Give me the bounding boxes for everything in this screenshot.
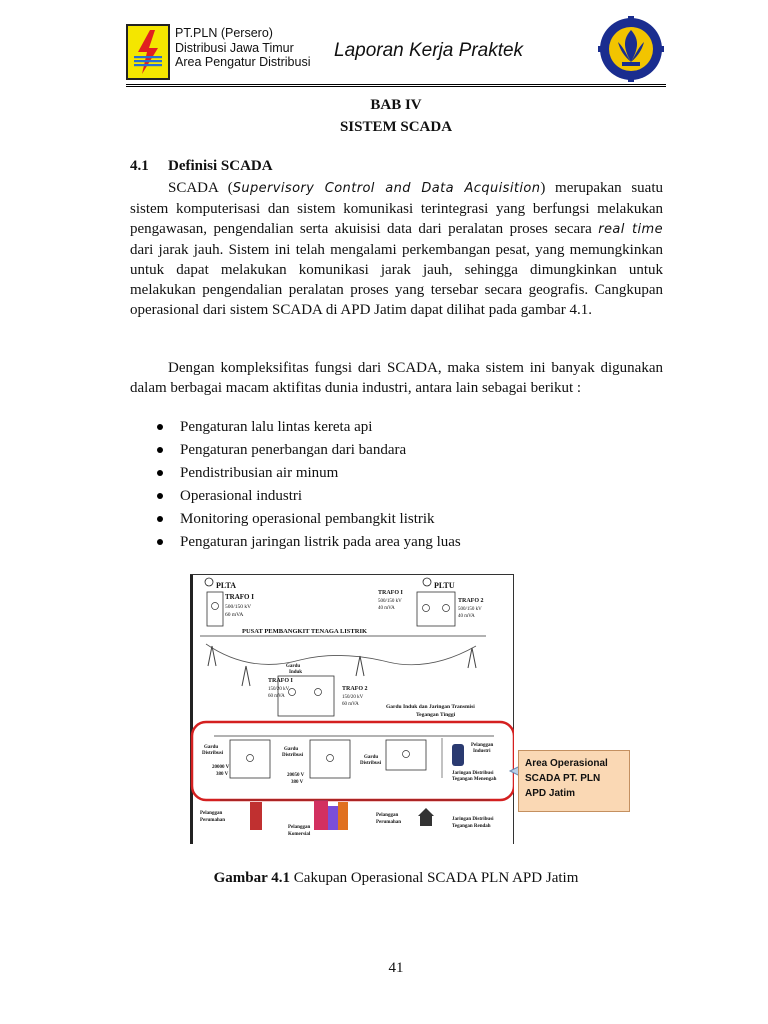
pelanggan-industri-label: Pelanggan — [471, 743, 494, 748]
trafo2-right-label: TRAFO 2 — [458, 598, 484, 604]
pelanggan-komersial-label: Pelanggan — [288, 825, 311, 830]
trafo2-gi-label: TRAFO 2 — [342, 686, 368, 692]
para1-text-c: dari jarak jauh. Sistem ini telah mengalami perkembangan pesat, yang memungkinkan untuk dapat melakukan komunikasi jarak jauh, sehingga dimungkinkan untuk melakukan pengendalian peralatan proses yang tersebar secara geografis. Cangkupan operasional dari sistem SCADA di APD Jatim dapat dilihat pada gambar 4.1. — [130, 242, 663, 318]
house-icon — [250, 802, 262, 830]
scada-term: Supervisory Control and Data Acquisition — [232, 181, 541, 196]
pelanggan-komersial-label-2: Komersial — [288, 832, 311, 837]
callout-line-1: Area Operasional — [525, 758, 608, 769]
gi-transmisi-label: Gardu Induk dan Jaringan Transmisi — [386, 704, 475, 710]
callout-line-2: SCADA PT. PLN — [525, 773, 601, 784]
callout-line-3: APD Jatim — [525, 788, 576, 799]
list-item: Operasional industri — [152, 485, 461, 508]
application-list — [152, 416, 461, 554]
scada-area-callout — [518, 750, 630, 812]
header-rule — [126, 84, 666, 87]
company-line-2: Distribusi Jawa Timur — [175, 40, 294, 55]
para1-text-a: SCADA ( — [168, 180, 233, 196]
company-line-3: Area Pengatur Distribusi — [175, 55, 311, 69]
gardu-induk-label-2: Induk — [289, 670, 303, 675]
list-item: Monitoring operasional pembangkit listrik — [152, 508, 461, 531]
section-title: Definisi SCADA — [168, 158, 273, 174]
jaringan-menengah-label: Jaringan Distribusi — [452, 771, 494, 776]
real-time-term: real time — [598, 222, 663, 237]
pelanggan-perumahan-2-label: Pelanggan — [376, 813, 399, 818]
chapter-title: SISTEM SCADA — [339, 119, 453, 135]
trafo2-right-mva: 40 mVA — [458, 614, 475, 619]
voltage-2-hv: 20050 V — [287, 773, 305, 778]
page-header — [126, 14, 666, 82]
voltage-2-lv: 380 V — [291, 780, 304, 785]
list-item: Pendistribusian air minum — [152, 462, 461, 485]
trafo2-gi-mva: 60 mVA — [342, 702, 359, 707]
gi-transmisi-label-2: Tegangan Tinggi — [416, 712, 456, 718]
jaringan-rendah-label: Jaringan Distribusi — [452, 817, 494, 822]
trafo1-gi-mva: 60 mVA — [268, 694, 285, 699]
trafo1-right-label: TRAFO I — [378, 590, 403, 596]
gardu-dist-3-label: Gardu — [364, 755, 379, 760]
list-item: Pengaturan penerbangan dari bandara — [152, 439, 461, 462]
plta-label: PLTA — [216, 581, 237, 590]
gardu-dist-1-label-2: Distribusi — [202, 751, 224, 756]
section-heading — [130, 158, 273, 175]
voltage-1-hv: 20000 V — [212, 765, 230, 770]
gardu-dist-2-label: Gardu — [284, 747, 299, 752]
scada-diagram — [190, 574, 514, 844]
list-item: Pengaturan lalu lintas kereta api — [152, 416, 461, 439]
page-number: 41 — [388, 960, 404, 976]
paragraph-2 — [130, 358, 663, 398]
gardu-dist-1-label: Gardu — [204, 745, 219, 750]
gardu-dist-3-label-2: Distribusi — [360, 761, 382, 766]
pelanggan-industri-label-2: Industri — [473, 749, 491, 754]
industry-icon — [452, 744, 464, 766]
trafo2-right-spec: 500/150 kV — [458, 607, 482, 612]
trafo2-gi-spec: 150/20 kV — [342, 695, 364, 700]
pelanggan-perumahan-1-label-2: Perumahan — [200, 818, 225, 823]
trafo1-top-spec: 500/150 kV — [225, 604, 252, 610]
pltu-label: PLTU — [434, 581, 455, 590]
figure-caption — [126, 870, 666, 887]
pelanggan-perumahan-1-label: Pelanggan — [200, 811, 223, 816]
trafo1-top-mva: 60 mVA — [225, 612, 244, 618]
para1-text-b: ) merupakan suatu sistem komputerisasi dan sistem komunikasi terintegrasi yang berfungsi melakukan pengawasan, pengendalian serta akuisisi data dari peralatan proses secara — [130, 180, 664, 237]
its-logo — [598, 16, 664, 82]
jaringan-menengah-label-2: Tegangan Menengah — [452, 777, 497, 782]
trafo1-right-spec: 500/150 kV — [378, 599, 402, 604]
trafo1-top-label: TRAFO I — [225, 593, 254, 601]
gardu-dist-2-label-2: Distribusi — [282, 753, 304, 758]
section-number: 4.1 — [130, 158, 149, 174]
para2-text: Dengan kompleksifitas fungsi dari SCADA, maka sistem ini banyak digunakan dalam berbagai macam aktifitas dunia industri, antara lain sebagai berikut : — [130, 360, 663, 396]
report-title: Laporan Kerja Praktek — [334, 40, 524, 61]
figure-caption-text: Cakupan Operasional SCADA PLN APD Jatim — [290, 870, 579, 886]
pln-logo — [126, 24, 170, 80]
chapter-number: BAB IV — [370, 97, 422, 113]
figure-caption-label: Gambar 4.1 — [213, 870, 291, 886]
trafo1-right-mva: 40 mVA — [378, 606, 395, 611]
pusat-label: PUSAT PEMBANGKIT TENAGA LISTRIK — [242, 628, 368, 635]
voltage-1-lv: 380 V — [216, 772, 229, 777]
trafo1-gi-spec: 150/20 kV — [268, 687, 290, 692]
diagram-svg — [190, 574, 514, 844]
list-item: Pengaturan jaringan listrik pada area yang luas — [152, 531, 461, 554]
jaringan-rendah-label-2: Tegangan Rendah — [452, 824, 491, 829]
paragraph-1 — [130, 178, 663, 320]
gardu-induk-label: Gardu — [286, 664, 301, 669]
trafo1-gi-label: TRAFO I — [268, 678, 293, 684]
lightning-icon — [128, 26, 168, 78]
pelanggan-perumahan-2-label-2: Perumahan — [376, 820, 401, 825]
company-line-1: PT.PLN (Persero) — [175, 26, 273, 40]
company-name — [175, 26, 310, 70]
